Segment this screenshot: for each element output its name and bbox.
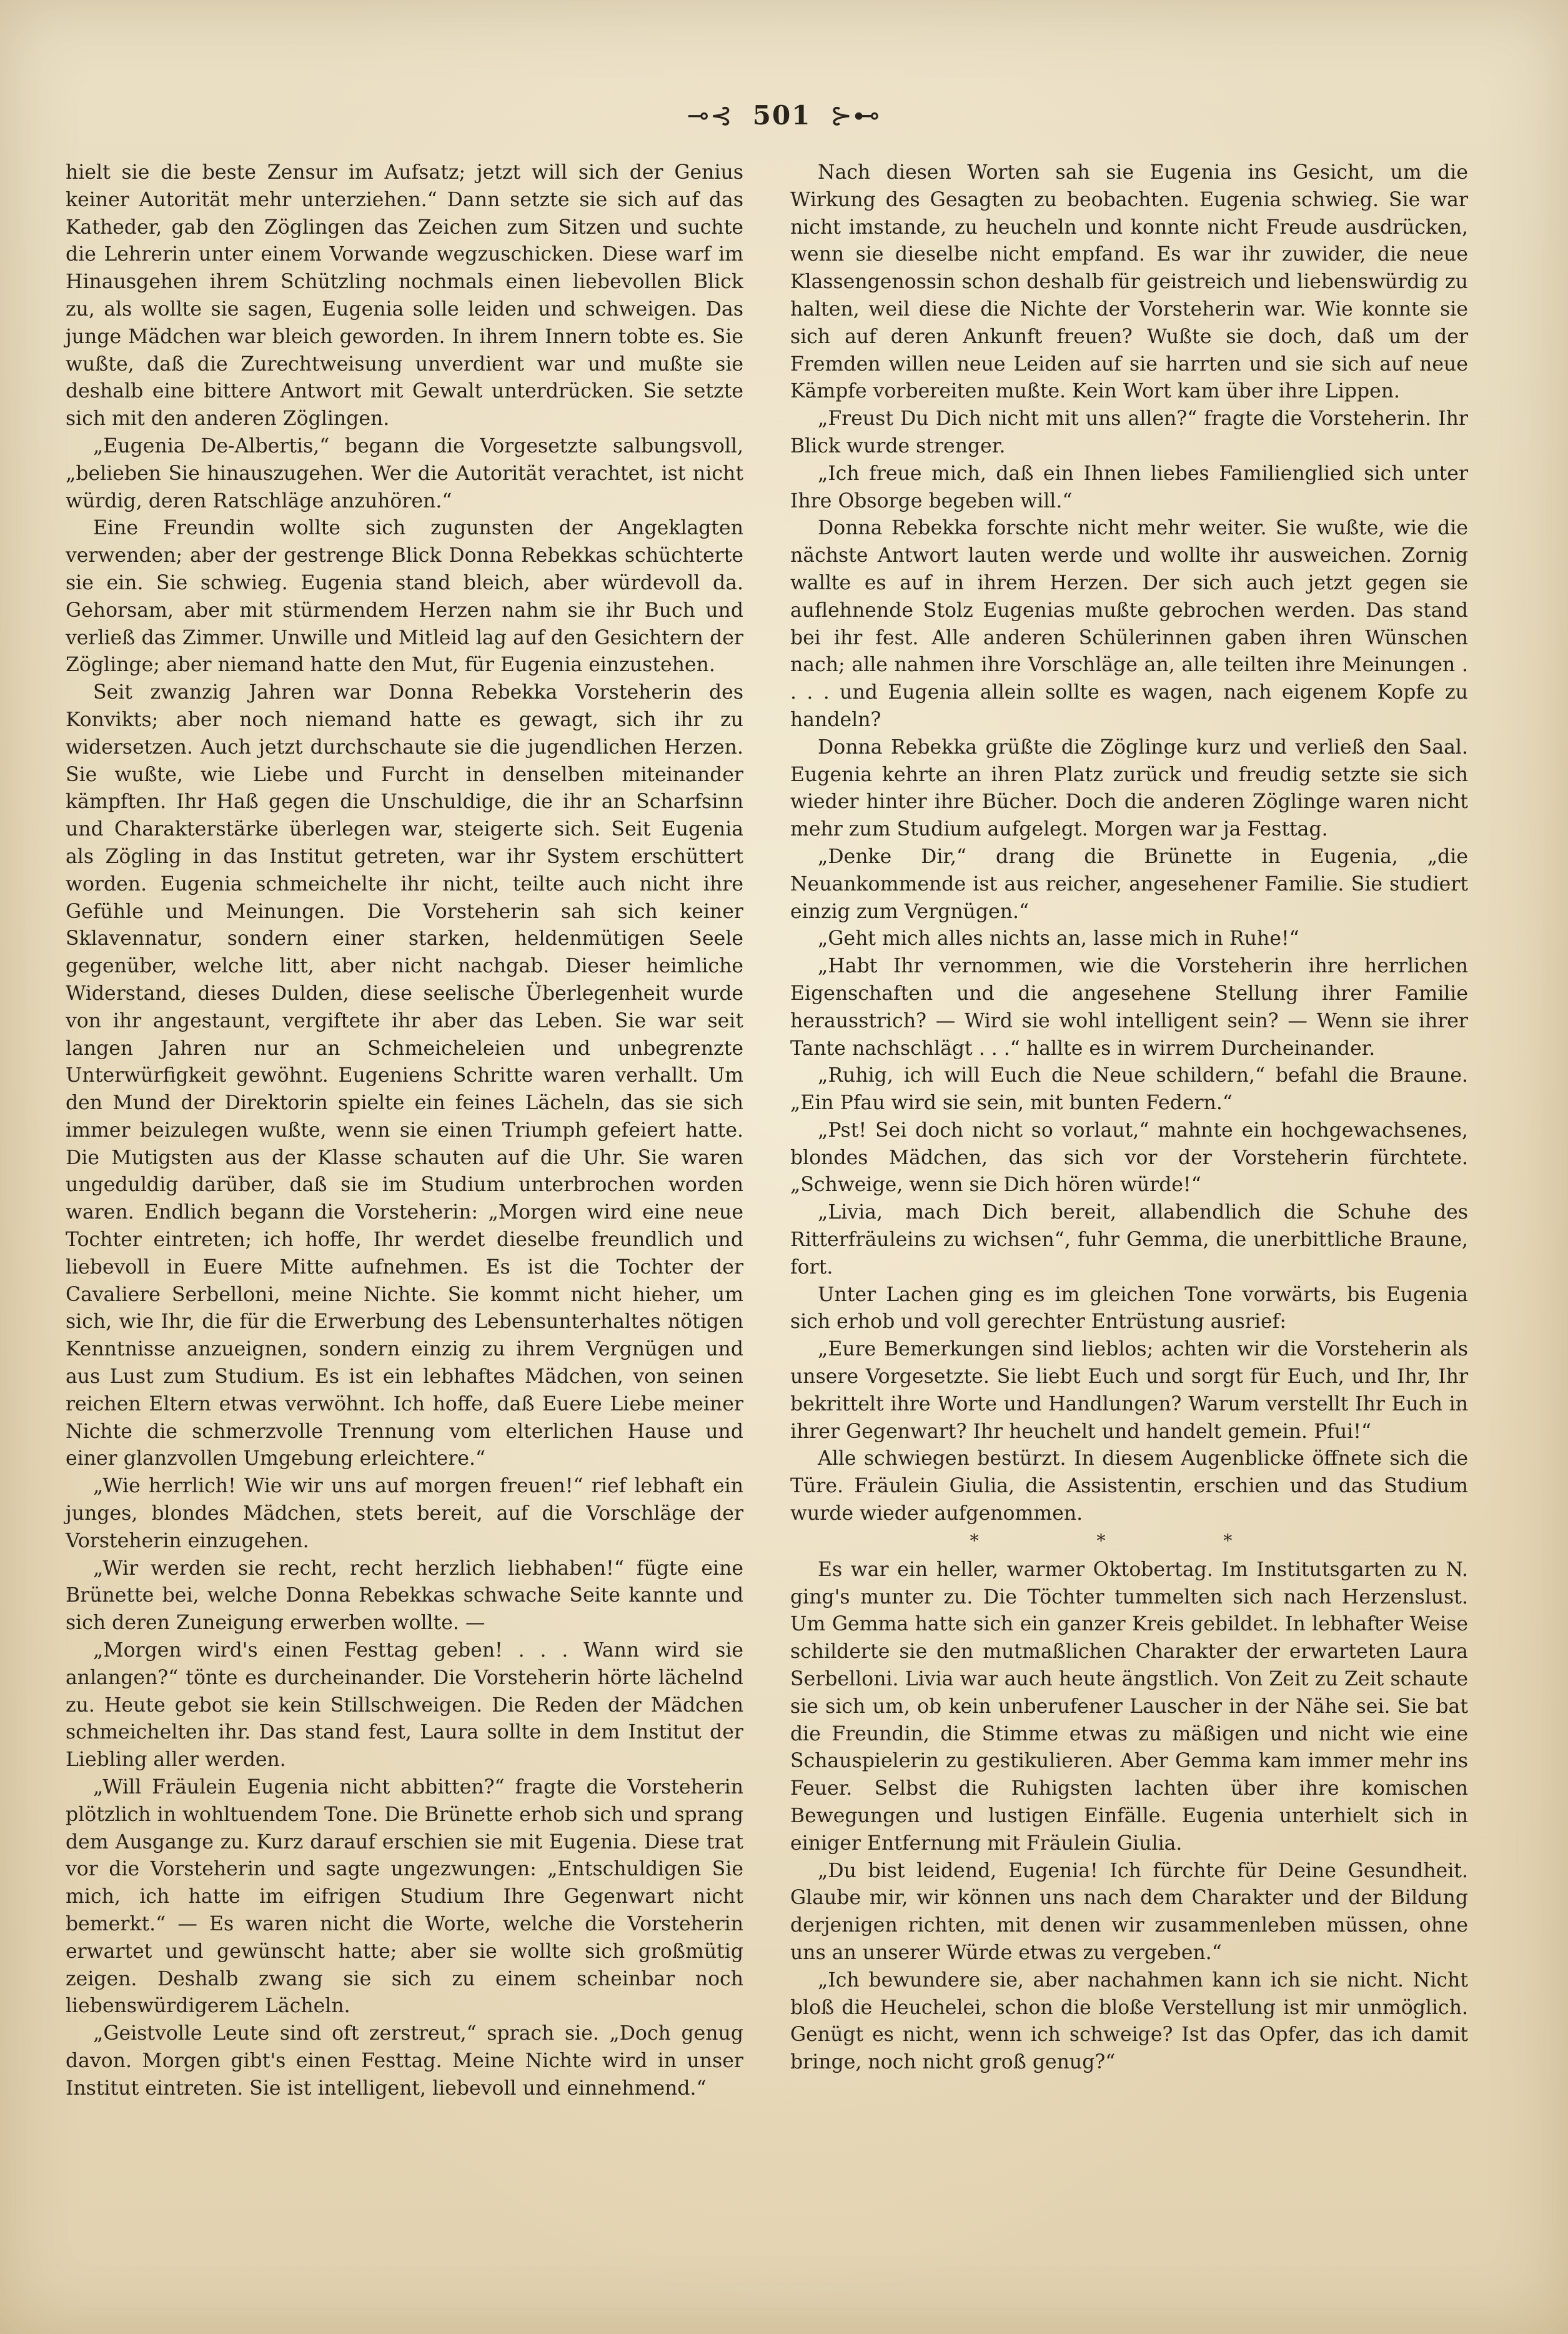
paragraph: „Eure Bemerkungen sind lieblos; achten wir die Vorsteherin als unsere Vorgesetzte. Sie liebt Euch und sorgt für Euch, und Ihr, Ihr bekrittelt ihre Worte und Handlungen? Warum verstellt Ihr Euch in ihrer Gegenwart? Ihr heuchelt und handelt gemein. Pfui!“ xyxy=(790,1338,1468,1443)
paragraph: „Habt Ihr vernommen, wie die Vorsteherin ihre herrlichen Eigenschaften und die angesehene Stellung ihrer Familie herausstrich? — Wird sie wohl intelligent sein? — Wenn sie ihrer Tante nachschlägt . . .“ hallte es in wirrem Durcheinander. xyxy=(790,955,1468,1060)
paragraph: „Ich freue mich, daß ein Ihnen liebes Familienglied sich unter Ihre Obsorge begeben will.“ xyxy=(790,462,1468,512)
paragraph: „Du bist leidend, Eugenia! Ich fürchte für Deine Gesundheit. Glaube mir, wir können uns nach dem Charakter und der Bildung derjenigen richten, mit denen wir zusammenleben müssen, ohne uns an unserer Würde etwas zu vergeben.“ xyxy=(790,1859,1468,1964)
header-ornament-right: ⊱⊷ xyxy=(830,100,881,131)
paragraph: Eine Freundin wollte sich zugunsten der Angeklagten verwenden; aber der gestrenge Blick Donna Rebekkas schüchterte sie ein. Sie schwieg. Eugenia stand bleich, aber würdevoll da. Gehorsam, aber mit stürmendem Herzen nahm sie ihr Buch und verließ das Zimmer. Unwille und Mitleid lag auf den Gesichtern der Zöglinge; aber niemand hatte den Mut, für Eugenia einzustehen. xyxy=(66,517,743,677)
paragraph: „Ruhig, ich will Euch die Neue schildern,“ befahl die Braune. „Ein Pfau wird sie sein, mit bunten Federn.“ xyxy=(790,1064,1468,1115)
paragraph: „Geht mich alles nichts an, lasse mich in Ruhe!“ xyxy=(818,927,1299,950)
paragraph: Donna Rebekka grüßte die Zöglinge kurz und verließ den Saal. Eugenia kehrte an ihren Platz zurück und freudig setzte sie sich wieder hinter ihre Bücher. Doch die anderen Zöglinge waren nicht mehr zum Studium aufgelegt. Morgen war ja Festtag. xyxy=(790,736,1468,841)
paragraph: Seit zwanzig Jahren war Donna Rebekka Vorsteherin des Konvikts; aber noch niemand hatte es gewagt, sich ihr zu widersetzen. Auch jetzt durchschaute sie die jugendlichen Herzen. Sie wußte, wie Liebe und Furcht in denselben miteinander kämpften. Ihr Haß gegen die Unschuldige, die ihr an Scharfsinn und Charakterstärke überlegen war, steigerte sich. Seit Eugenia als Zögling in das Institut getreten, war ihr System erschüttert worden. Eugenia schmeichelte ihr nicht, teilte auch nicht ihre Gefühle und Meinungen. Die Vorsteherin sah sich keiner Sklavennatur, sondern einer starken, heldenmütigen Seele gegenüber, welche litt, aber nicht nachgab. Dieser heimliche Widerstand, dieses Dulden, diese seelische Überlegenheit wurde von ihr angestaunt, vergiftete ihr aber das Leben. Sie war seit langen Jahren nur an Schmeicheleien und unbegrenzte Unterwürfigkeit gewöhnt. Eugeniens Schritte waren verhallt. Um den Mund der Direktorin spielte ein feines Lächeln, das sie sich immer beizulegen wußte, wenn sie einen Triumph gefeiert hatte. Die Mutigsten aus der Klasse schauten auf die Uhr. Sie waren ungeduldig darüber, daß sie im Studium unterbrochen worden waren. Endlich begann die Vorsteherin: „Morgen wird eine neue Tochter eintreten; ich hoffe, Ihr werdet dieselbe freundlich und liebevoll in Euere Mitte aufnehmen. Es ist die Tochter der Cavaliere Serbelloni, meine Nichte. Sie kommt nicht hieher, um sich, wie Ihr, die für die Erwerbung des Lebensunterhaltes nötigen Kenntnisse anzueignen, sondern einzig zu ihrem Vergnügen und aus Lust zum Studium. Es ist ein lebhaftes Mädchen, von seinen reichen Eltern etwas verwöhnt. Ich hoffe, daß Euere Liebe meiner Nichte die schmerzvolle Trennung vom elterlichen Hause und einer glanzvollen Umgebung erleichtere.“ xyxy=(66,681,743,1470)
paragraph: „Wir werden sie recht, recht herzlich liebhaben!“ fügte eine Brünette bei, welche Donna Rebekkas schwache Seite kannte und sich deren Zuneigung erwerben wollte. — xyxy=(66,1557,743,1635)
paragraph: „Wie herrlich! Wie wir uns auf morgen freuen!“ rief lebhaft ein junges, blondes Mädchen, stets bereit, auf die Vorschläge der Vorsteherin einzugehen. xyxy=(66,1475,743,1552)
paragraph: „Denke Dir,“ drang die Brünette in Eugenia, „die Neuankommende ist aus reicher, angesehener Familie. Sie studiert einzig zum Vergnügen.“ xyxy=(790,845,1468,923)
paragraph: Nach diesen Worten sah sie Eugenia ins Gesicht, um die Wirkung des Gesagten zu beobachten. Eugenia schwieg. Sie war nicht imstande, zu heucheln und konnte nicht Freude ausdrücken, wenn sie dieselbe nicht empfand. Es war ihr zuwider, die neue Klassengenossin schon deshalb für geistreich und liebenswürdig zu halten, weil diese die Nichte der Vorsteherin war. Wie konnte sie sich auf deren Ankunft freuen? Wußte sie doch, daß um der Fremden willen neue Leiden auf sie harrten und sie sich auf neue Kämpfe vorbereiten mußte. Kein Wort kam über ihre Lippen. xyxy=(790,161,1468,403)
section-break-asterisks: * * * xyxy=(970,1530,1289,1551)
paragraph: Alle schwiegen bestürzt. In diesem Augenblicke öffnete sich die Türe. Fräulein Giulia, die Assistentin, erschien und das Studium wurde wieder aufgenommen. xyxy=(790,1447,1468,1525)
paragraph: Donna Rebekka forschte nicht mehr weiter. Sie wußte, wie die nächste Antwort lauten werde und wollte ihr ausweichen. Zornig wallte es auf in ihrem Herzen. Der sich auch jetzt gegen sie auflehnende Stolz Eugenias mußte gebrochen werden. Das stand bei ihr fest. Alle anderen Schülerinnen gaben ihren Wünschen nach; alle nahmen ihre Vorschläge an, alle teilten ihre Meinungen . . . . und Eugenia allein sollte es wagen, nach eigenem Kopfe zu handeln? xyxy=(790,517,1468,731)
page-header xyxy=(0,100,1568,131)
paragraph: „Freust Du Dich nicht mit uns allen?“ fragte die Vorsteherin. Ihr Blick wurde strenger. xyxy=(790,407,1468,457)
page-number: 501 xyxy=(752,100,811,131)
header-ornament-left: ⊸⊰ xyxy=(687,100,734,131)
left-column xyxy=(66,159,743,2222)
paragraph: „Pst! Sei doch nicht so vorlaut,“ mahnte ein hochgewachsenes, blondes Mädchen, das sich vor der Vorsteherin fürchtete. „Schweige, wenn sie Dich hören würde!“ xyxy=(790,1119,1468,1197)
paragraph: „Eugenia De-Albertis,“ begann die Vorgesetzte salbungsvoll, „belieben Sie hinauszugehen. Wer die Autorität verachtet, ist nicht würdig, deren Ratschläge anzuhören.“ xyxy=(66,434,743,512)
text-columns xyxy=(66,159,1468,2222)
right-column xyxy=(790,159,1468,2222)
paragraph: „Livia, mach Dich bereit, allabendlich die Schuhe des Ritterfräuleins zu wichsen“, fuhr Gemma, die unerbittliche Braune, fort. xyxy=(790,1201,1468,1279)
paragraph: „Morgen wird's einen Festtag geben! . . . Wann wird sie anlangen?“ tönte es durcheinander. Die Vorsteherin hörte lächelnd zu. Heute gebot sie kein Stillschweigen. Die Reden der Mädchen schmeichelten ihr. Das stand fest, Laura sollte in dem Institut der Liebling aller werden. xyxy=(66,1639,743,1772)
paragraph: „Will Fräulein Eugenia nicht abbitten?“ fragte die Vorsteherin plötzlich in wohltuendem Tone. Die Brünette erhob sich und sprang dem Ausgange zu. Kurz darauf erschien sie mit Eugenia. Diese trat vor die Vorsteherin und sagte ungezwungen: „Entschuldigen Sie mich, ich hatte im eifrigen Studium Ihre Gegenwart nicht bemerkt.“ — Es waren nicht die Worte, welche die Vorsteherin erwartet und gewünscht hatte; aber sie wollte sich großmütig zeigen. Deshalb zwang sie sich zu einem scheinbar noch liebenswürdigerem Lächeln. xyxy=(66,1776,743,2018)
paragraph: Es war ein heller, warmer Oktobertag. Im Institutsgarten zu N. ging's munter zu. Die Töchter tummelten sich nach Herzenslust. Um Gemma hatte sich ein ganzer Kreis gebildet. In lebhafter Weise schilderte sie den mutmaßlichen Charakter der erwarteten Laura Serbelloni. Livia war auch heute ängstlich. Von Zeit zu Zeit schaute sie sich um, ob kein unberufener Lauscher in der Nähe sei. Sie bat die Freundin, die Stimme etwas zu mäßigen und nicht wie eine Schauspielerin zu gestikulieren. Aber Gemma kam immer mehr ins Feuer. Selbst die Ruhigsten lachten über ihre komischen Bewegungen und lustigen Einfälle. Eugenia unterhielt sich in einiger Entfernung mit Fräulein Giulia. xyxy=(790,1558,1468,1855)
paragraph: „Geistvolle Leute sind oft zerstreut,“ sprach sie. „Doch genug davon. Morgen gibt's einen Festtag. Meine Nichte wird in unser Institut eintreten. Sie ist intelligent, liebevoll und einnehmend.“ xyxy=(66,2022,743,2100)
paragraph: hielt sie die beste Zensur im Aufsatz; jetzt will sich der Genius keiner Autorität mehr unterziehen.“ Dann setzte sie sich auf das Katheder, gab den Zöglingen das Zeichen zum Sitzen und suchte die Lehrerin unter einem Vorwande wegzuschicken. Diese warf im Hinausgehen ihrem Schützling nochmals einen liebevollen Blick zu, als wollte sie sagen, Eugenia solle leiden und schweigen. Das junge Mädchen war bleich geworden. In ihrem Innern tobte es. Sie wußte, daß die Zurechtweisung unverdient war und mußte sie deshalb eine bittere Antwort mit Gewalt unterdrücken. Sie setzte sich mit den anderen Zöglingen. xyxy=(66,161,743,431)
paragraph: Unter Lachen ging es im gleichen Tone vorwärts, bis Eugenia sich erhob und voll gerechter Entrüstung ausrief: xyxy=(790,1283,1468,1334)
paragraph: „Ich bewundere sie, aber nachahmen kann ich sie nicht. Nicht bloß die Heuchelei, schon die bloße Verstellung ist mir unmöglich. Genügt es nicht, wenn ich schweige? Ist das Opfer, das ich damit bringe, noch nicht groß genug?“ xyxy=(790,1968,1468,2074)
